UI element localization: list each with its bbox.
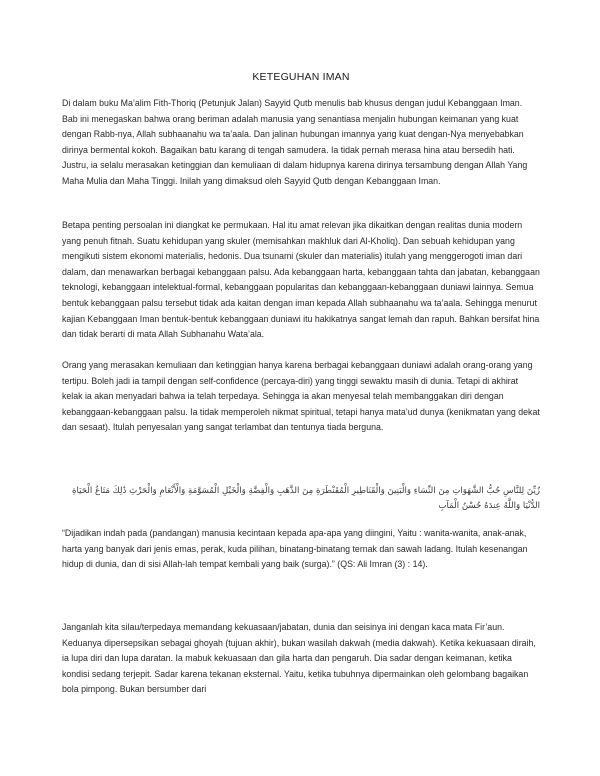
paragraph-kebanggaan-iman: Di dalam buku Ma’alim Fith-Thoriq (Petunjuk Jalan) Sayyid Qutb menulis bab khusus dengan judul Kebanggaan Iman. Bab ini menegaskan bahwa orang beriman adalah manusia yang senantiasa menjalin hubungan keimanan yang kuat dengan Rabb-nya, Allah subhaanahu wa ta’aala. Dan jalinan hubungan imannya yang kuat dengan-Nya menyebabkan dirinya bermental kokoh. Bagaikan batu karang di tengah samudera. Ia tidak pernah merasa hina atau bersedih hati. Justru, ia selalu merasakan ketinggian dan kemuliaan di dalam hidupnya karena dirinya tersambung dengan Allah Yang Maha Mulia dan Maha Tinggi. Inilah yang dimaksud oleh Sayyid Qutb dengan Kebanggaan Iman.: [62, 98, 528, 186]
document-title: KETEGUHAN IMAN: [252, 71, 350, 83]
paragraph-kekuasaan: Janganlah kita silau/terpedaya memandang kekuasaan/jabatan, dunia dan seisinya ini dengan kaca mata Fir’aun. Keduanya dipersepsikan sebagai ghoyah (tujuan akhir), bukan wasilah dakwah (media dakwah). Ketika kekuasaan diraih, ia lupa diri dan lupa daratan. Ia mabuk kekuasaan dan gila harta dan pengaruh. Dia sadar dengan keimanan, ketika kondisi sedang terjepit. Sadar karena tekanan eksternal. Yaitu, ketika tubuhnya dipermainkan oleh gelombang bagaikan bola pimpong. Bukan bersumber dari: [62, 622, 536, 695]
document-page: [62, 0, 540, 776]
paragraph-dunia-modern: Betapa penting persoalan ini diangkat ke permukaan. Hal itu amat relevan jika dikaitkan dengan realitas dunia modern yang penuh fitnah. Suatu kehidupan yang skuler (memisahkan makhluk dari Al-Kholiq). Dan sebuah kehidupan yang mengikuti sistem ekonomi materialis, hedonis. Dua tsunami (skuler dan materialis) itulah yang menggerogoti iman dari dalam, dan menawarkan berbagai kebanggaan palsu. Ada kebanggaan harta, kebanggaan tahta dan jabatan, kebanggaan teknologi, kebanggaan intelektual-formal, kebanggaan popularitas dan kebanggaan-kebanggaan duniawi lainnya. Semua bentuk kebanggaan palsu tersebut tidak ada kaitan dengan iman kepada Allah subhaanahu wa ta’aala. Sehingga menurut kajian Kebanggaan Iman bentuk-bentuk kebanggaan duniawi itu hakikatnya sangat lemah dan rapuh. Bahkan bersifat hina dan tidak berarti di mata Allah Subhanahu Wata’ala.: [62, 220, 540, 340]
arabic-verse: زُيِّنَ لِلنَّاسِ حُبُّ الشَّهَوَاتِ مِنَ النِّسَاءِ وَالْبَنِينَ وَالْقَنَاطِيرِ الْمُقَنْطَرَةِ مِنَ الذَّهَبِ وَالْفِضَّةِ وَالْخَيْلِ الْمُسَوَّمَةِ وَالْأَنْعَامِ وَالْحَرْثِ ذَٰلِكَ مَتَاعُ الْحَيَاةِ الدُّنْيَا وَاللَّهُ عِندَهُ حُسْنُ الْمَآبِ: [71, 486, 540, 511]
paragraph-orang-tertipu: Orang yang merasakan kemuliaan dan ketinggian hanya karena berbagai kebanggaan duniawi adalah orang-orang yang tertipu. Boleh jadi ia tampil dengan self-confidence (percaya-diri) yang tinggi sewaktu masih di dunia. Tetapi di akhirat kelak ia akan menyadari bahwa ia telah terpedaya. Sehingga ia akan menyesal telah membanggakan diri dengan kebanggaan-kebanggaan palsu. Ia tidak memperoleh nikmat spiritual, tetapi hanya mata’ud dunya (kenikmatan yang dekat dan sesaat). Itulah penyesalan yang sangat terlambat dan tentunya tiada berguna.: [62, 360, 540, 433]
verse-translation: “Dijadikan indah pada (pandangan) manusia kecintaan kepada apa-apa yang diingini, Yaitu : wanita-wanita, anak-anak, harta yang banyak dari jenis emas, perak, kuda pilihan, binatang-binatang ternak dan sawah ladang. Itulah kesenangan hidup di dunia, dan di sisi Allah-lah tempat kembali yang baik (surga).” (QS: Ali Imran (3) : 14).: [62, 528, 528, 570]
